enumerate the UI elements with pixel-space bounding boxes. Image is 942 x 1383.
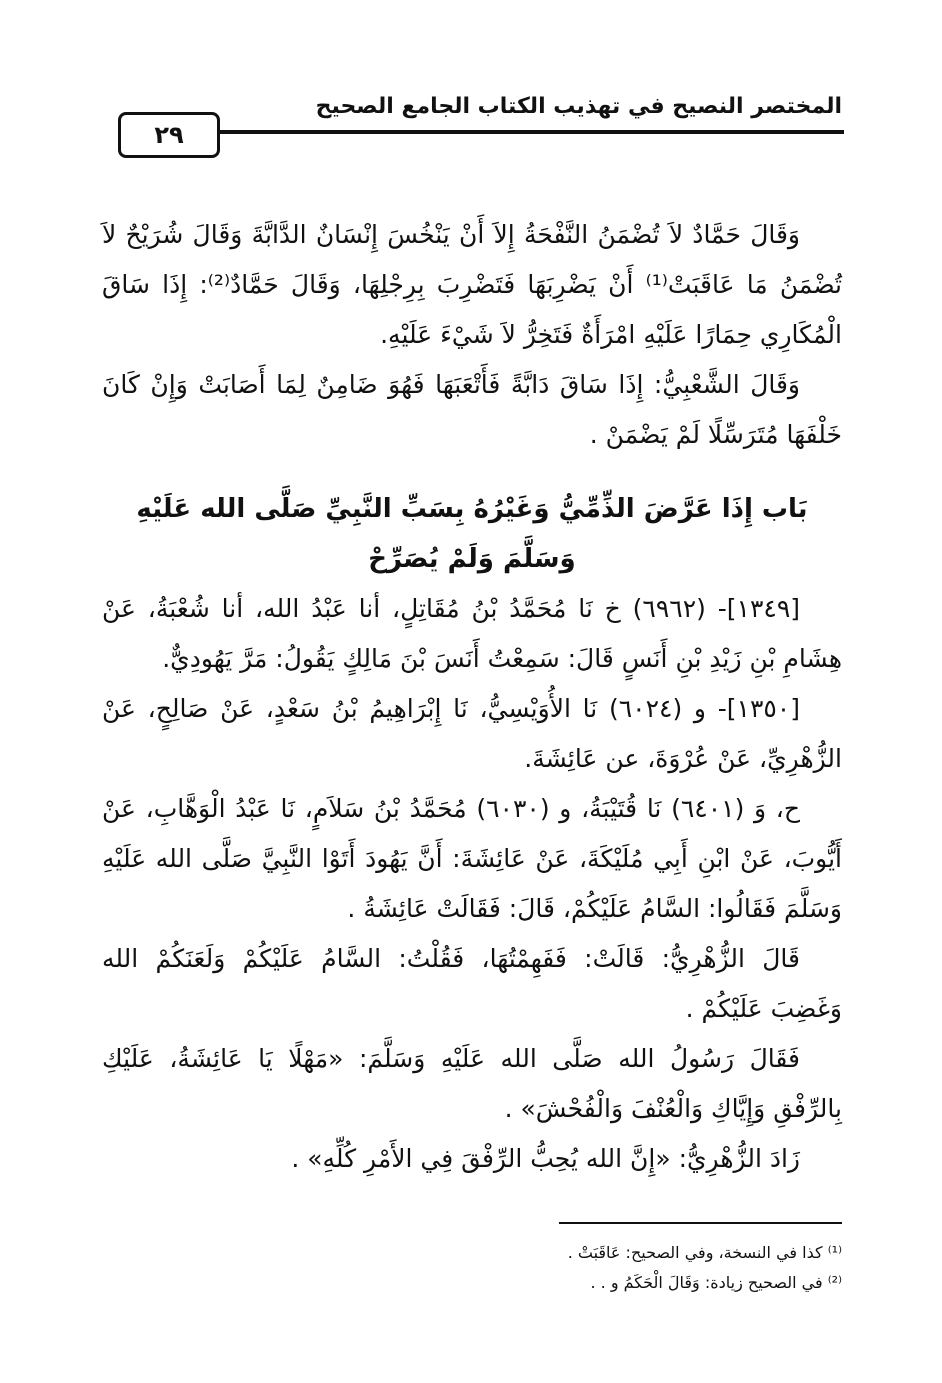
paragraph-prophet-saying: فَقَالَ رَسُولُ الله صَلَّى الله عَلَيْهِ وَسَلَّمَ: «مَهْلًا يَا عَائِشَةُ، عَلَيْكِ بِالرِّفْقِ وَإِيَّاكِ وَالْعُنْفَ وَالْفُحْشَ» . (102, 1044, 842, 1123)
footnote-rule (559, 1222, 842, 1224)
footnote-2: ⁽²⁾ في الصحيح زيادة: وَقَالَ الْحَكَمُ و . . (590, 1273, 842, 1292)
page-number-box (118, 112, 220, 158)
paragraph-hammad: وَقَالَ حَمَّادٌ لاَ تُضْمَنُ النَّفْحَةُ إِلاَ أَنْ يَنْخُسَ إِنْسَانٌ الدَّابَّةَ وَقَالَ شُرَيْحٌ لاَ تُضْمَنُ مَا عَاقَبَتْ⁽¹⁾ أَنْ يَضْرِبَهَا فَتَضْرِبَ بِرِجْلِهَا، وَقَالَ حَمَّادٌ⁽²⁾: إِذَا سَاقَ الْمُكَارِي حِمَارًا عَلَيْهِ امْرَأَةٌ فَتَخِرُّ لاَ شَيْءَ عَلَيْهِ. (102, 220, 842, 349)
footnote-1: ⁽¹⁾ كذا في النسخة، وفي الصحيح: عَاقَبَتْ . (567, 1243, 842, 1262)
paragraph-zuhri: قَالَ الزُّهْرِيُّ: قَالَتْ: فَفَهِمْتُهَا، فَقُلْتُ: السَّامُ عَلَيْكُمْ وَلَعَنَكُمْ الله وَغَضِبَ عَلَيْكُمْ . (102, 944, 842, 1023)
page-number: ٢٩ (154, 121, 184, 149)
chapter-heading: بَاب إِذَا عَرَّضَ الذِّمِّيُّ وَغَيْرُهُ بِسَبِّ النَّبِيِّ صَلَّى الله عَلَيْهِ وَسَلَّمَ وَلَمْ يُصَرِّحْ (136, 494, 808, 574)
hadith-1349: [١٣٤٩]- (٦٩٦٢) خ نَا مُحَمَّدُ بْنُ مُقَاتِلٍ، أنا عَبْدُ الله، أنا شُعْبَةُ، عَنْ هِشَامِ بْنِ زَيْدِ بْنِ أَنَسٍ قَالَ: سَمِعْتُ أَنَسَ بْنَ مَالِكٍ يَقُولُ: مَرَّ يَهُودِيٌّ. (102, 594, 842, 673)
header-rule (218, 130, 844, 134)
hadith-1350: [١٣٥٠]- و (٦٠٢٤) نَا الأُوَيْسِيُّ، نَا إِبْرَاهِيمُ بْنُ سَعْدٍ، عَنْ صَالِحٍ، عَنْ الزُّهْرِيِّ، عَنْ عُرْوَةَ، عن عَائِشَةَ. (102, 694, 842, 773)
main-text (102, 210, 842, 1184)
hadith-chain-continued: ح، وَ (٦٤٠١) نَا قُتَيْبَةُ، و (٦٠٣٠) مُحَمَّدُ بْنُ سَلاَمٍ، نَا عَبْدُ الْوَهَّابِ، عَنْ أَيُّوبَ، عَنْ ابْنِ أَبِي مُلَيْكَةَ، عَنْ عَائِشَةَ: أَنَّ يَهُودَ أَتَوْا النَّبِيَّ صَلَّى الله عَلَيْهِ وَسَلَّمَ فَقَالُوا: السَّامُ عَلَيْكُمْ، قَالَ: فَقَالَتْ عَائِشَةُ . (102, 794, 842, 923)
paragraph-zuhri-addition: زَادَ الزُّهْرِيُّ: «إِنَّ الله يُحِبُّ الرِّفْقَ فِي الأَمْرِ كُلِّهِ» . (291, 1144, 800, 1173)
book-title: المختصر النصيح في تهذيب الكتاب الجامع الصحيح (315, 94, 842, 119)
footnotes (342, 1238, 842, 1298)
paragraph-shabi: وَقَالَ الشَّعْبِيُّ: إِذَا سَاقَ دَابَّةً فَأَتْعَبَهَا فَهُوَ ضَامِنٌ لِمَا أَصَابَتْ وَإِنْ كَانَ خَلْفَهَا مُتَرَسِّلًا لَمْ يَضْمَنْ . (102, 370, 842, 449)
